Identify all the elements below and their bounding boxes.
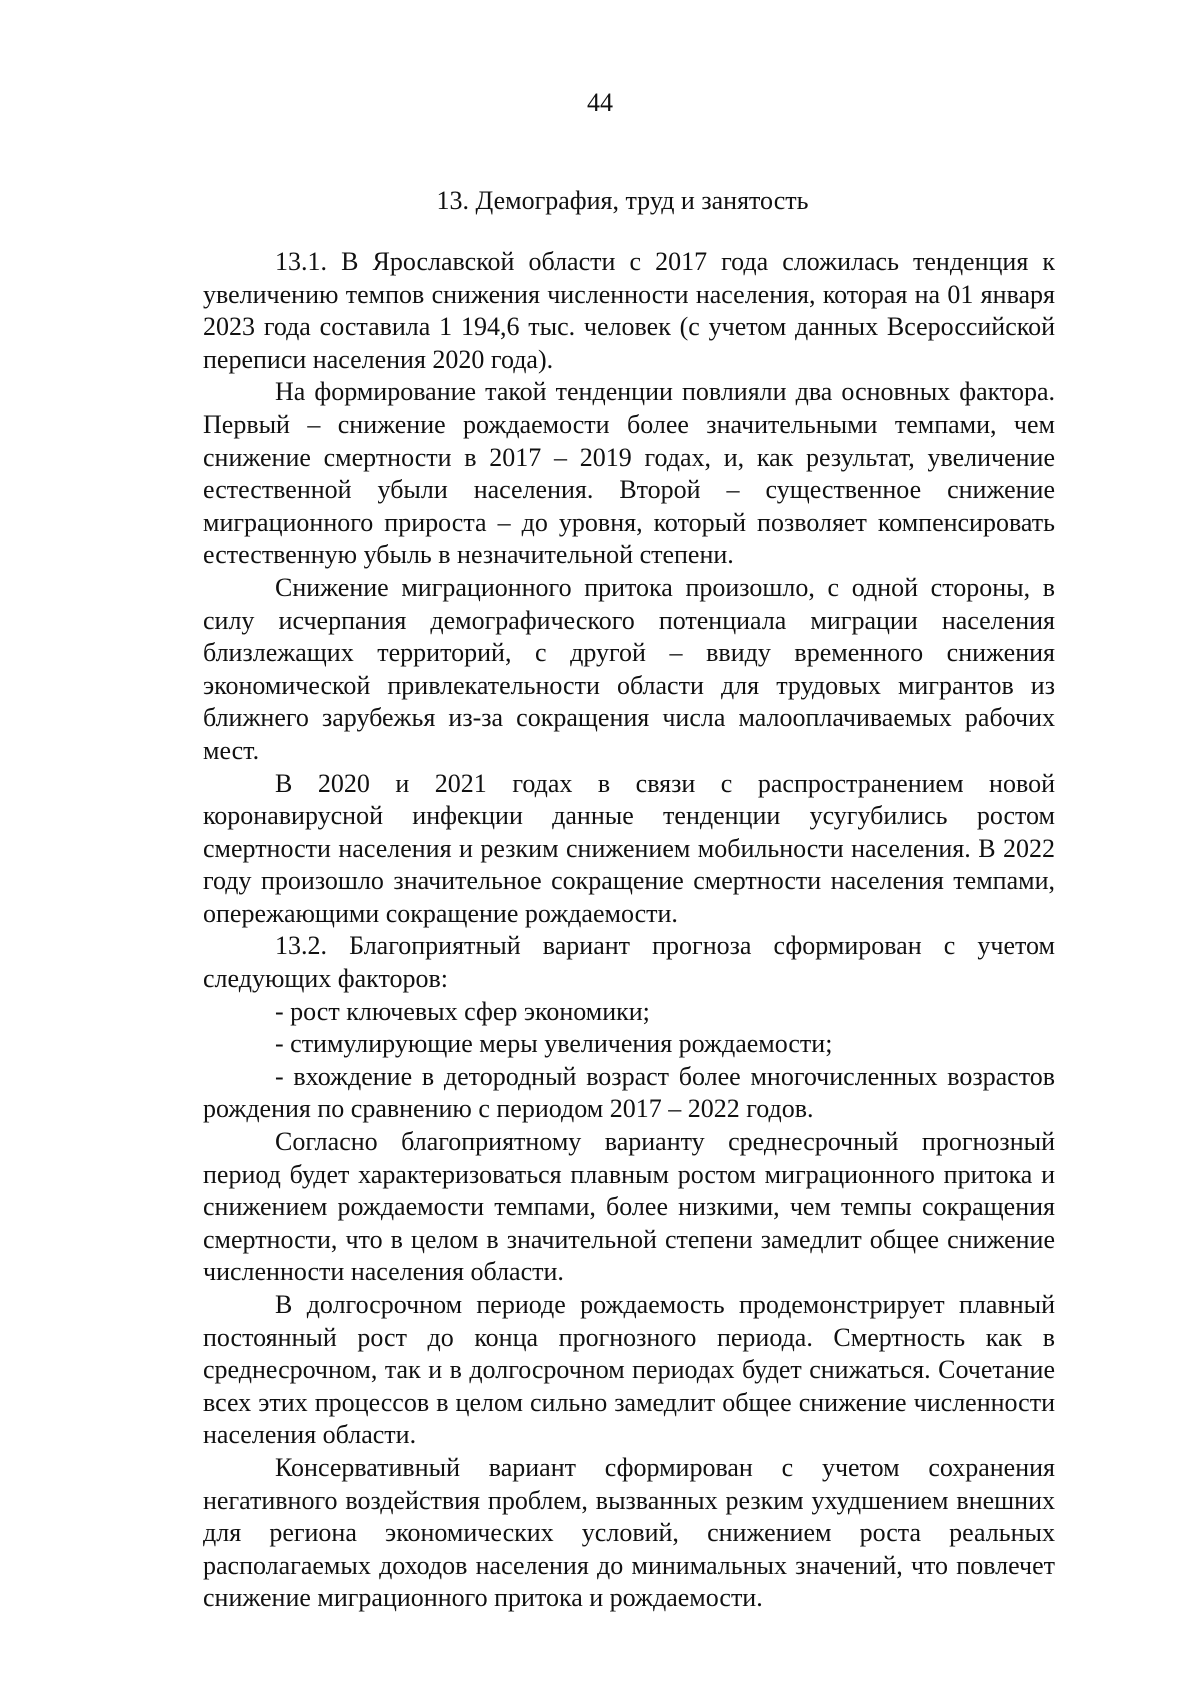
- page-number: 44: [587, 88, 613, 117]
- list-item: - рост ключевых сфер экономики;: [275, 996, 650, 1026]
- paragraph: 13.1. В Ярославской области с 2017 года сложилась тенденция к увеличению темпов снижения численности населения, которая на 01 января 2023 года составила 1 194,6 тыс. человек (с учетом данных Всероссийской переписи населения 2020 года).: [203, 247, 1055, 374]
- paragraph: Согласно благоприятному варианту среднесрочный прогнозный период будет характеризоваться плавным ростом миграционного притока и снижением рождаемости темпами, более низкими, чем темпы сокращения смертности, что в целом в значительной степени замедлит общее снижение численности населения области.: [203, 1127, 1055, 1287]
- paragraph: На формирование такой тенденции повлияли два основных фактора. Первый – снижение рождаемости более значительными темпами, чем снижение смертности в 2017 – 2019 годах, и, как результат, увеличение естественной убыли населения. Второй – существенное снижение миграционного прироста – до уровня, который позволяет компенсировать естественную убыль в незначительной степени.: [203, 377, 1055, 570]
- paragraph: Консервативный вариант сформирован с учетом сохранения негативного воздействия проблем, вызванных резким ухудшением внешних для региона экономических условий, снижением роста реальных располагаемых доходов населения до минимальных значений, что повлечет снижение миграционного притока и рождаемости.: [203, 1452, 1055, 1613]
- paragraph: В долгосрочном периоде рождаемость продемонстрирует плавный постоянный рост до конца прогнозного периода. Смертность как в среднесрочном, так и в долгосрочном периодах будет снижаться. Сочетание всех этих процессов в целом сильно замедлит общее снижение численности населения области.: [203, 1290, 1055, 1450]
- list-item: - вхождение в детородный возраст более многочисленных возрастов рождения по сравнению с периодом 2017 – 2022 годов.: [203, 1061, 1055, 1124]
- paragraph: Снижение миграционного притока произошло, с одной стороны, в силу исчерпания демографического потенциала миграции населения близлежащих территорий, с другой – ввиду временного снижения экономической привлекательности области для трудовых мигрантов из ближнего зарубежья из-за сокращения числа малооплачиваемых рабочих мест.: [203, 572, 1055, 765]
- list-item: - стимулирующие меры увеличения рождаемости;: [275, 1029, 833, 1059]
- paragraph: В 2020 и 2021 годах в связи с распространением новой коронавирусной инфекции данные тенденции усугубились ростом смертности населения и резким снижением мобильности населения. В 2022 году произошло значительное сокращение смертности населения темпами, опережающими сокращение рождаемости.: [203, 768, 1055, 928]
- section-title: 13. Демография, труд и занятость: [436, 186, 809, 215]
- document-body: [203, 246, 1055, 1615]
- paragraph: 13.2. Благоприятный вариант прогноза сформирован с учетом следующих факторов:: [203, 931, 1055, 994]
